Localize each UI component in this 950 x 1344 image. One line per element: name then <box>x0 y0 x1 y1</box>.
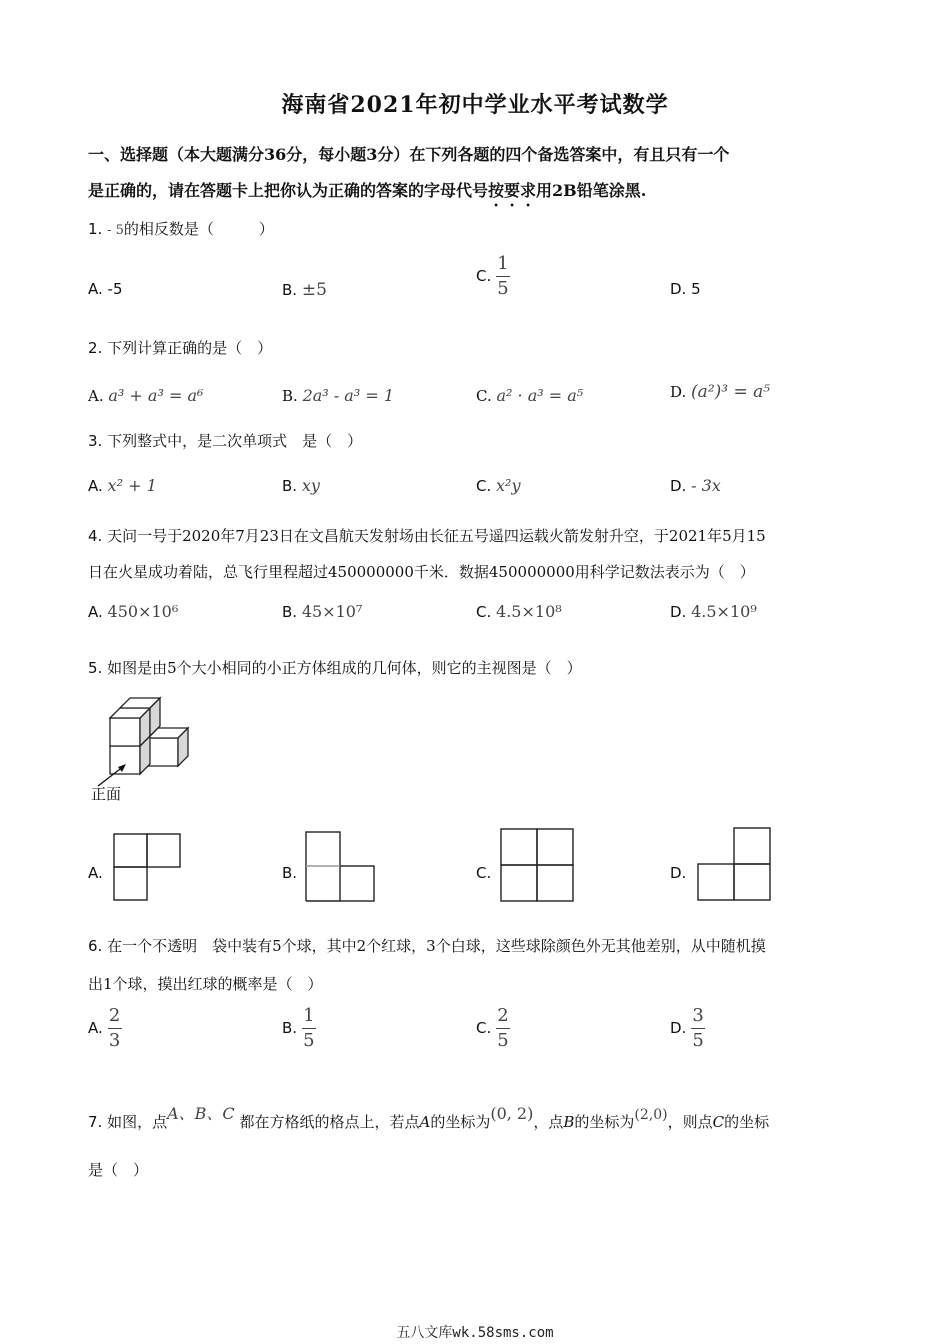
option-letter: C. <box>476 267 492 285</box>
question-4 <box>88 518 868 590</box>
question-line-1 <box>88 518 868 554</box>
question-6 <box>88 927 868 1003</box>
page-title: 海南省2021年初中学业水平考试数学 <box>281 92 669 118</box>
option-d-letter[interactable]: D. <box>670 864 687 882</box>
option-letter: C. <box>476 1019 492 1037</box>
footer-watermark: 五八文库wk.58sms.com <box>396 1325 554 1341</box>
points-label: A、B、C <box>167 1104 235 1123</box>
option-expression: 45×10⁷ <box>301 602 363 621</box>
option-letter: D. <box>670 1019 687 1037</box>
option-letter: B. <box>282 1019 298 1037</box>
section-line-2-a: 是正确的，请在答题卡上把你认为正确的答案的字母代号 <box>88 181 489 200</box>
point-a: A <box>419 1113 431 1131</box>
option-a[interactable] <box>88 386 203 405</box>
option-b[interactable] <box>282 602 362 621</box>
option-a[interactable] <box>88 476 157 495</box>
option-letter: D. <box>670 280 687 298</box>
option-letter: A. <box>88 387 104 405</box>
option-d[interactable] <box>670 280 701 298</box>
option-b-letter[interactable]: B. <box>282 864 298 882</box>
point-b: B <box>563 1113 575 1131</box>
question-text: 的坐标为 <box>574 1113 635 1131</box>
option-letter: A. <box>88 477 103 495</box>
question-text: 天问一号于2020年7月23日在文昌航天发射场由长征五号遥四运载火箭发射升空，于2021年5月15 <box>107 527 766 545</box>
option-letter: D. <box>670 383 687 401</box>
denominator: 3 <box>108 1030 121 1051</box>
option-letter: B. <box>282 477 298 495</box>
option-letter: C. <box>476 477 492 495</box>
option-expression: a³ + a³ = a⁶ <box>108 386 204 405</box>
option-letter: D. <box>670 477 687 495</box>
section-line-2-c: 用2B铅笔涂黑. <box>536 181 647 200</box>
question-number: 6. <box>88 937 103 955</box>
option-letter: A. <box>88 1019 103 1037</box>
section-line-2 <box>88 173 868 210</box>
option-letter: B. <box>282 603 298 621</box>
section-line-1: 一、选择题（本大题满分36分，每小题3分）在下列各题的四个备选答案中，有且只有一个 <box>88 145 730 164</box>
option-a[interactable] <box>88 280 123 298</box>
question-number: 5. <box>88 659 103 677</box>
question-1 <box>88 211 868 249</box>
question-line-1 <box>88 927 868 965</box>
question-7 <box>88 1092 868 1192</box>
option-a[interactable] <box>88 1006 122 1051</box>
option-c[interactable] <box>476 1006 510 1051</box>
question-text: ，则点 <box>667 1113 713 1131</box>
option-expression: xy <box>301 476 320 495</box>
option-expression: (a²)³ = a⁵ <box>691 382 771 402</box>
numerator: 1 <box>303 1005 315 1026</box>
option-letter: C. <box>476 603 492 621</box>
option-letter: A. <box>88 280 103 298</box>
question-line-2: 日在火星成功着陆，总飞行里程超过450000000千米．数据450000000用科学记数法表示为（ ） <box>88 563 755 581</box>
fraction <box>691 1006 705 1051</box>
question-number: 2. <box>88 339 103 357</box>
fraction <box>108 1006 122 1051</box>
option-c[interactable] <box>476 386 583 405</box>
question-text: 下列计算正确的是（ ） <box>107 339 273 357</box>
option-expression: a² · a³ = a⁵ <box>496 386 584 405</box>
question-math: - 5 <box>107 223 124 238</box>
option-a-letter[interactable]: A. <box>88 864 103 882</box>
option-c[interactable] <box>476 476 521 495</box>
denominator: 5 <box>303 1030 315 1051</box>
option-b-view[interactable] <box>305 831 377 903</box>
option-b[interactable] <box>282 386 394 405</box>
option-expression: - 3x <box>691 476 721 495</box>
question-5 <box>88 650 868 686</box>
option-value: ±5 <box>301 280 327 300</box>
question-text: ，点 <box>533 1113 564 1131</box>
question-line-1 <box>88 1092 868 1144</box>
option-c-view[interactable] <box>500 828 576 904</box>
section-heading <box>88 137 868 210</box>
front-label: 正面 <box>91 785 122 803</box>
question-text: 如图是由5个大小相同的小正方体组成的几何体，则它的主视图是（ ） <box>107 659 582 677</box>
option-d[interactable] <box>670 382 770 402</box>
numerator: 1 <box>497 253 509 274</box>
option-value: -5 <box>107 280 123 298</box>
denominator: 5 <box>497 1030 509 1051</box>
option-d[interactable] <box>670 1006 705 1051</box>
numerator: 2 <box>108 1005 121 1026</box>
question-text: 的坐标 <box>724 1113 770 1131</box>
option-a-view[interactable] <box>113 833 183 903</box>
option-letter: B. <box>282 387 298 405</box>
option-a[interactable] <box>88 602 178 621</box>
denominator: 5 <box>692 1030 704 1051</box>
option-expression: 4.5×10⁸ <box>496 602 562 621</box>
question-line-2: 是（ ） <box>88 1161 149 1179</box>
option-d-view[interactable] <box>697 827 773 903</box>
question-number: 7. <box>88 1113 103 1131</box>
coord-b: (2,0) <box>634 1107 668 1123</box>
question-number: 3. <box>88 432 103 450</box>
option-value: 5 <box>691 280 701 298</box>
option-letter: D. <box>670 603 687 621</box>
option-expression: 2a³ - a³ = 1 <box>302 386 394 405</box>
option-letter: B. <box>282 281 298 299</box>
coord-a: (0, 2) <box>490 1104 534 1123</box>
option-d[interactable] <box>670 476 721 495</box>
question-text: 如图，点 <box>107 1113 168 1131</box>
question-2 <box>88 330 868 366</box>
fraction <box>496 254 510 299</box>
option-c[interactable] <box>476 254 510 299</box>
option-expression: x²y <box>496 476 521 495</box>
question-line-2: 出1个球，摸出红球的概率是（ ） <box>88 975 323 993</box>
option-d[interactable] <box>670 602 757 621</box>
option-expression: x² + 1 <box>107 476 157 495</box>
numerator: 2 <box>497 1005 509 1026</box>
numerator: 3 <box>692 1005 704 1026</box>
question-text: 下列整式中，是二次单项式 是（ ） <box>107 432 363 450</box>
option-c[interactable] <box>476 602 562 621</box>
question-3 <box>88 423 868 459</box>
option-expression: 4.5×10⁹ <box>691 602 757 621</box>
option-b[interactable] <box>282 1006 316 1051</box>
option-letter: C. <box>476 387 492 405</box>
option-b[interactable] <box>282 476 320 495</box>
fraction <box>496 1006 510 1051</box>
option-expression: 450×10⁶ <box>107 602 179 621</box>
option-b[interactable] <box>282 280 327 300</box>
option-c-letter[interactable]: C. <box>476 864 492 882</box>
question-number: 1. <box>88 220 103 238</box>
question-number: 4. <box>88 527 103 545</box>
option-letter: A. <box>88 603 103 621</box>
question-text: 的相反数是（ ） <box>123 220 274 238</box>
question-text: 都在方格纸的格点上，若点 <box>239 1113 420 1131</box>
section-line-2-emphasis: 按要求 <box>488 181 537 200</box>
fraction <box>302 1006 316 1051</box>
point-c: C <box>712 1113 725 1131</box>
denominator: 5 <box>497 278 509 299</box>
question-text: 在一个不透明 袋中装有5个球，其中2个红球，3个白球，这些球除颜色外无其他差别，从中随机摸 <box>107 937 766 955</box>
question-text: 的坐标为 <box>430 1113 491 1131</box>
